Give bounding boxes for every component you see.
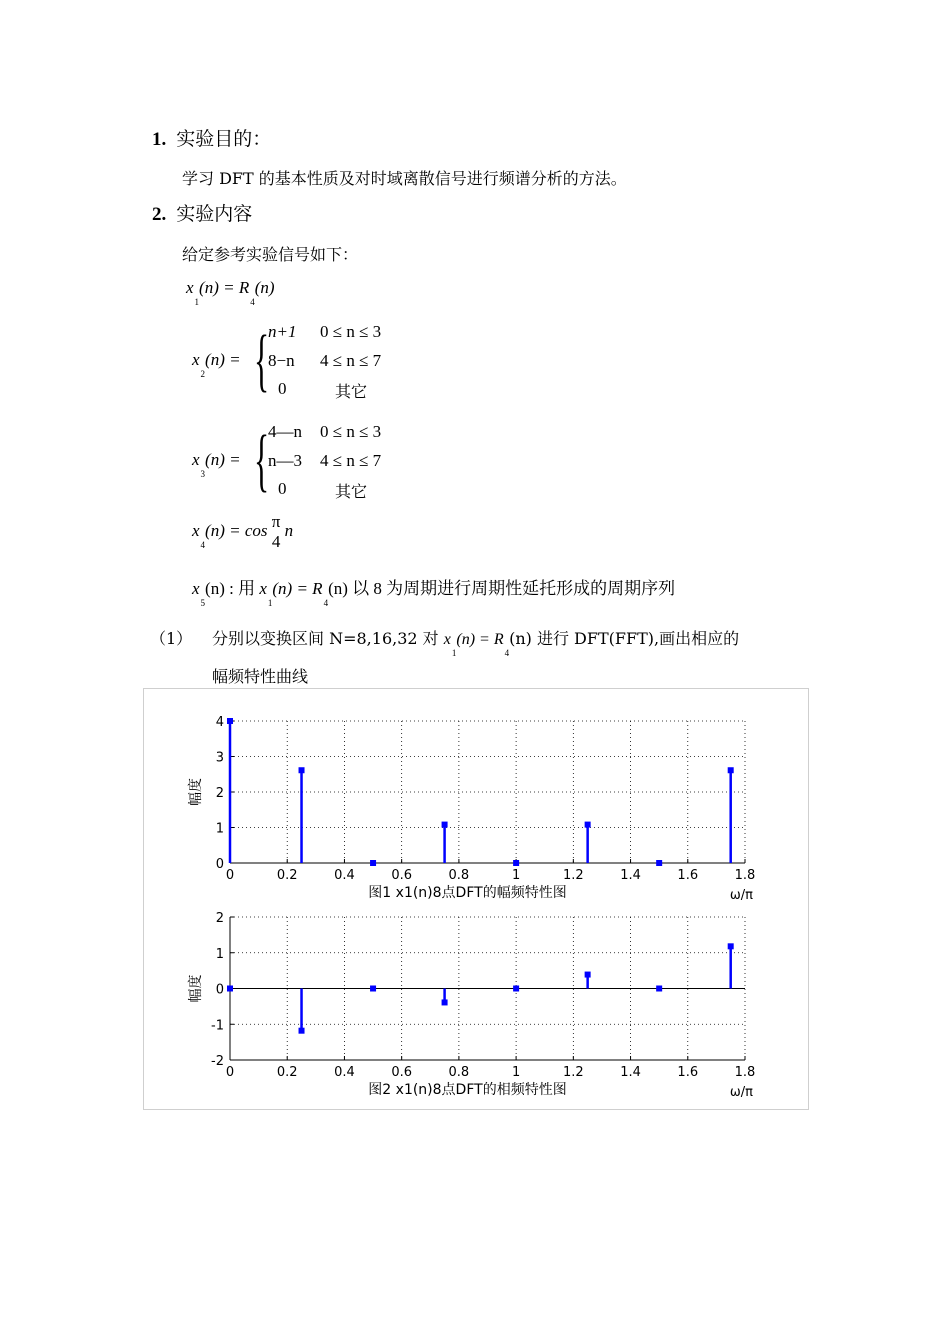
x-tick-label: 1.8 <box>734 1065 756 1080</box>
x-tick-label: 0.6 <box>391 868 413 883</box>
item-1-text: 分别以变换区间 N=8,16,32 对 $x_1(n) = R_4(n)$ 进行 DFT(FFT),画出相应的 <box>212 629 740 658</box>
y-axis-label: 幅度 <box>188 974 204 1003</box>
stem-marker <box>585 822 591 828</box>
brace: { <box>254 422 270 499</box>
section-2-number: 2. <box>152 204 167 225</box>
y-tick-label: 2 <box>215 911 224 926</box>
x-tick-label: 0.2 <box>276 868 298 883</box>
stem-marker <box>513 860 519 866</box>
stem-marker <box>728 767 734 773</box>
section-1-heading <box>152 124 271 151</box>
x-tick-label: 0.4 <box>334 868 355 883</box>
x-tick-label: 1.2 <box>562 1065 584 1080</box>
x-tick-label: 1.8 <box>734 868 756 883</box>
stem-marker <box>656 860 662 866</box>
x-tick-label: 1.6 <box>677 868 699 883</box>
formula-x1: $x_1(n) = R_4(n)$ <box>186 278 275 307</box>
stem-marker <box>656 986 662 992</box>
x-tick-label: 1.6 <box>677 1065 699 1080</box>
formula-x5: $x_5(n)$ : 用 $x_1(n) = R_4(n)$ 以 8 为周期进行周期性延托形成的周期序列 <box>192 579 676 608</box>
x-tick-label: 0 <box>225 1065 235 1080</box>
y-tick-label: 0 <box>215 857 224 872</box>
brace: { <box>254 322 270 399</box>
x-tick-label: 0.2 <box>276 1065 298 1080</box>
x-tick-label: 1.4 <box>620 1065 641 1080</box>
item-1-line2: 幅频特性曲线 <box>212 667 309 686</box>
chart-1 <box>187 715 755 903</box>
y-tick-label: -1 <box>211 1018 224 1034</box>
section-2-title: 实验内容 <box>176 203 253 225</box>
x-tick-label: 0.8 <box>448 1065 470 1080</box>
x-tick-label: 1 <box>511 868 521 883</box>
section-1-number: 1. <box>152 129 167 150</box>
figure-box <box>143 688 809 1110</box>
x-tick-label: 1 <box>511 1065 521 1080</box>
stem-marker <box>299 1028 305 1034</box>
stem-marker <box>585 972 591 978</box>
x-tick-label: 0.4 <box>334 1065 355 1080</box>
chart-2 <box>187 911 755 1100</box>
x-tick-label: 1.2 <box>562 868 584 883</box>
x-axis-label: ω/π <box>729 1085 753 1100</box>
figure-plots <box>144 689 808 1109</box>
stem-marker <box>370 860 376 866</box>
section-1-title: 实验目的： <box>176 128 272 150</box>
y-tick-label: 1 <box>215 821 224 837</box>
stem-marker <box>299 767 305 773</box>
chart-title: 图2 x1(n)8点DFT的相频特性图 <box>368 1082 567 1098</box>
stem-marker <box>227 718 233 724</box>
stem-marker <box>370 986 376 992</box>
item-1-label: （1） <box>150 629 193 648</box>
section-2-heading <box>152 199 252 226</box>
x-axis-label: ω/π <box>729 888 753 903</box>
intro-text: 给定参考实验信号如下： <box>182 245 359 264</box>
formula-x4: $x_4(n) = \cos$ π 4 n <box>192 512 294 551</box>
y-tick-label: 4 <box>215 715 224 730</box>
purpose-text: 学习 DFT 的基本性质及对时域离散信号进行频谱分析的方法。 <box>182 169 627 188</box>
x-tick-label: 0.6 <box>391 1065 413 1080</box>
stem-marker <box>442 999 448 1005</box>
x-tick-label: 0 <box>225 868 235 883</box>
formula-x3: $x_3(n)$ = { 4—n 0 ≤ n ≤ 3 n—3 4 ≤ n ≤ 7 0 其它 <box>192 422 382 501</box>
chart-title: 图1 x1(n)8点DFT的幅频特性图 <box>368 885 567 901</box>
x-tick-label: 0.8 <box>448 868 470 883</box>
stem-marker <box>227 986 233 992</box>
y-tick-label: 3 <box>215 750 224 766</box>
stem-marker <box>513 986 519 992</box>
y-axis-label: 幅度 <box>188 778 204 806</box>
y-tick-label: -2 <box>211 1054 224 1069</box>
x-tick-label: 1.4 <box>620 868 641 883</box>
stem-marker <box>728 943 734 949</box>
formula-x2: $x_2(n)$ = { n+1 0 ≤ n ≤ 3 8−n 4 ≤ n ≤ 7 0 其它 <box>192 322 382 401</box>
y-tick-label: 0 <box>215 982 224 998</box>
y-tick-label: 1 <box>215 946 224 962</box>
y-tick-label: 2 <box>215 786 224 801</box>
stem-marker <box>442 822 448 828</box>
